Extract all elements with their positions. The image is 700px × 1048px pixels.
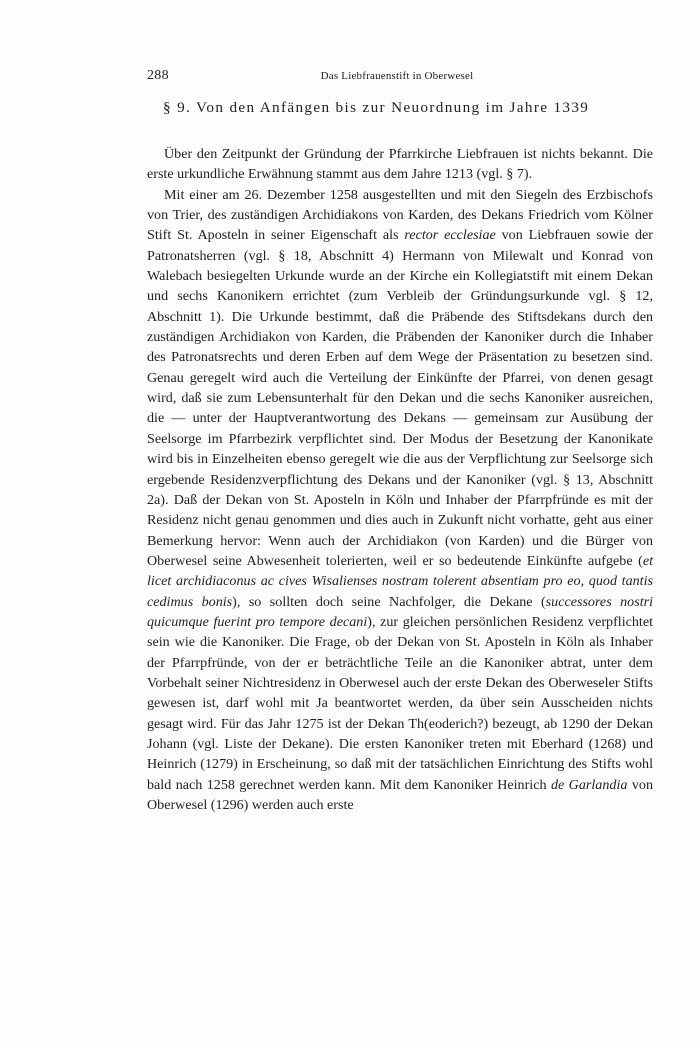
section-heading: § 9. Von den Anfängen bis zur Neuordnung im Jahre 1339 (163, 99, 590, 116)
italic-quotation: rector ecclesiae (404, 227, 496, 244)
text-segment: ), so sollten doch seine Nachfolger, die Dekane ( (232, 593, 546, 610)
body-paragraph (147, 185, 653, 816)
body-paragraph (147, 144, 653, 185)
running-title: Das Liebfrauenstift in Oberwesel (320, 70, 474, 82)
text-segment: ), zur gleichen persönlichen Residenz verpflichtet sein wie die Kanoniker. Die Frage, ob der Dekan von St. Aposteln in Köln als Inhaber der Pfarrpfründe, von der er beträchtliche Teile an die Kanoniker abtrat, unter dem Vorbehalt seiner Nichtresidenz in Oberwesel auch der erste Dekan des Oberweseler Stifts gewesen ist, darf wohl mit Ja beantwortet werden, da über sein Ausscheiden nichts gesagt wird. Für das Jahr 1275 ist der Dekan Th(eoderich?) bezeugt, ab 1290 der Dekan Johann (vgl. Liste der Dekane). Die ersten Kanoniker treten mit Eberhard (1268) und Heinrich (1279) in Erscheinung, so daß mit der tatsächlichen Einrichtung des Stifts wohl bald nach 1258 gerechnet werden kann. Mit dem Kanoniker Heinrich (147, 613, 654, 793)
text-segment: von Liebfrauen sowie der Patronatsherren (vgl. § 18, Abschnitt 4) Hermann von Milewalt und Konrad von Walebach besiegelten Urkunde wurde an der Kirche ein Kollegiatstift mit einem Dekan und sechs Kanonikern errichtet (zum Verbleib der Gründungsurkunde vgl. § 12, Abschnitt 1). Die Urkunde bestimmt, daß die Präbende des Stiftsdekans durch den zuständigen Archidiakon von Karden, die Präbenden der Kanoniker durch die Inhaber des Patronatsrechts und deren Erben auf dem Wege der Präsentation zu besetzen sind. Genau geregelt wird auch die Verteilung der Einkünfte der Pfarrei, von denen gesagt wird, daß sie zum Lebensunterhalt für den Dekan und die sechs Kanoniker ausreichen, die — unter der Hauptverantwortung des Dekans — gemeinsam zur Ausübung der Seelsorge im Pfarrbezirk verpflichtet sind. Der Modus der Besetzung der Kanonikate wird bis in Einzelheiten ebenso geregelt wie die aus der Verpflichtung zur Seelsorge sich ergebende Residenzverpflichtung des Dekans und der Kanoniker (vgl. § 13, Abschnitt 2a). Daß der Dekan von St. Aposteln in Köln und Inhaber der Pfarrpfründe es mit der Residenz nicht genau genommen und dies auch in Zukunft nicht vorhatte, geht aus einer Bemerkung hervor: Wenn auch der Archidiakon (von Karden) und die Bürger von Oberwesel seine Abwesenheit tolerierten, weil er so bedeutende Einkünfte aufgebe ( (147, 227, 653, 569)
text-segment: Über den Zeitpunkt der Gründung der Pfarrkirche Liebfrauen ist nichts bekannt. Die erste urkundliche Erwähnung stammt aus dem Jahre 1213 (vgl. § 7). (147, 146, 653, 183)
page-number: 288 (147, 68, 169, 83)
italic-quotation: successores nostri quicumque fuerint pro tempore decani (147, 593, 654, 630)
italic-quotation: et licet archidiaconus ac cives Wisalienses nostram tolerent absentiam pro eo, quod tantis cedimus bonis (147, 552, 653, 610)
text-segment: von Oberwesel (1296) werden auch erste (147, 776, 653, 813)
italic-quotation: de Garlandia (550, 776, 628, 793)
body-text (147, 144, 653, 815)
running-head (147, 68, 647, 88)
text-segment: Mit einer am 26. Dezember 1258 ausgestellten und mit den Siegeln des Erzbischofs von Trier, des zuständigen Archidiakons von Karden, des Dekans Friedrich vom Kölner Stift St. Aposteln in seiner Eigenschaft als (147, 186, 653, 244)
